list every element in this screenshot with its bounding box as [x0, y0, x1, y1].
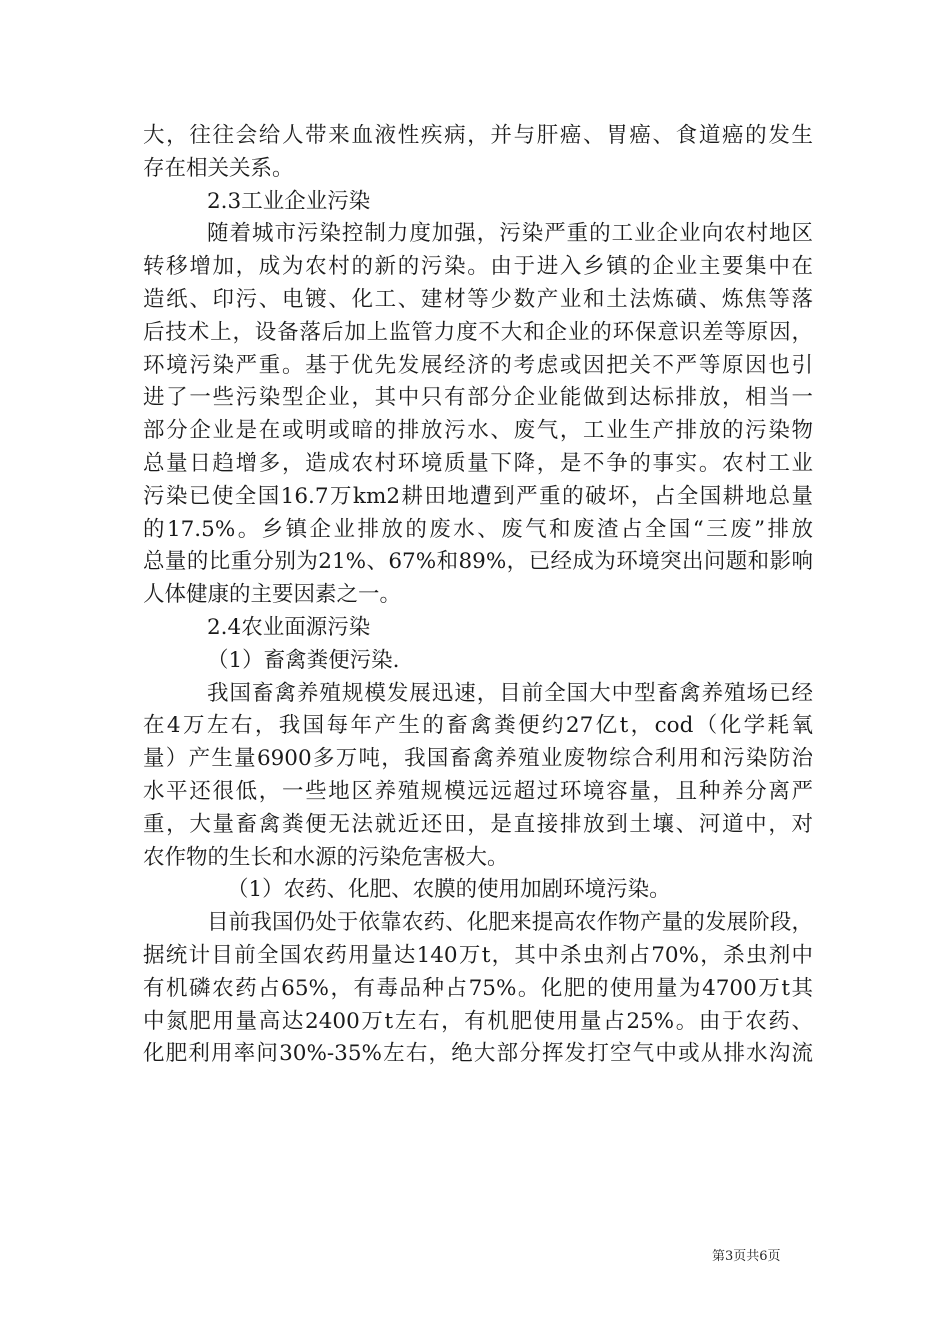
text-line: 中氮肥用量高达2400万t左右，有机肥使用量占25%。由于农药、: [143, 1008, 813, 1034]
text-line: 重，大量畜禽粪便无法就近还田，是直接排放到土壤、河道中，对: [143, 811, 813, 837]
text-line: 环境污染严重。基于优先发展经济的考虑或因把关不严等原因也引: [143, 352, 813, 378]
text-line: 部分企业是在或明或暗的排放污水、废气，工业生产排放的污染物: [143, 418, 813, 444]
text-line: 化肥利用率问30%-35%左右，绝大部分挥发打空气中或从排水沟流: [143, 1041, 813, 1067]
text-line: 的17.5%。乡镇企业排放的废水、废气和废渣占全国“三废”排放: [143, 516, 813, 542]
text-line: 总量日趋增多，造成农村环境质量下降，是不争的事实。农村工业: [143, 450, 813, 476]
page-number: 第3页共6页: [712, 1249, 781, 1264]
text-line: 大，往往会给人带来血液性疾病，并与肝癌、胃癌、食道癌的发生: [143, 123, 813, 148]
text-line: 存在相关关系。: [143, 155, 294, 181]
text-line: 转移增加，成为农村的新的污染。由于进入乡镇的企业主要集中在: [143, 254, 813, 280]
text-line: 在4万左右，我国每年产生的畜禽粪便约27亿t，cod（化学耗氧: [143, 713, 813, 739]
text-line: 我国畜禽养殖规模发展迅速，目前全国大中型畜禽养殖场已经: [207, 680, 813, 706]
text-line: 目前我国仍处于依靠农药、化肥来提高农作物产量的发展阶段，: [207, 910, 813, 936]
text-line: 2.4农业面源污染: [207, 614, 371, 640]
text-line: （1）畜禽粪便污染.: [207, 647, 400, 673]
text-line: 农作物的生长和水源的污染危害极大。: [143, 844, 509, 870]
text-line: 进了一些污染型企业，其中只有部分企业能做到达标排放，相当一: [143, 385, 813, 411]
text-line: 造纸、印污、电镀、化工、建材等少数产业和土法炼磺、炼焦等落: [143, 286, 813, 312]
text-line: （1）农药、化肥、农膜的使用加剧环境污染。: [227, 877, 671, 903]
text-line: 据统计目前全国农药用量达140万t，其中杀虫剂占70%，杀虫剂中: [143, 942, 813, 968]
text-line: 随着城市污染控制力度加强，污染严重的工业企业向农村地区: [207, 221, 813, 247]
text-line: 水平还很低，一些地区养殖规模远远超过环境容量，且种养分离严: [143, 778, 813, 804]
text-line: 2.3工业企业污染: [207, 188, 371, 214]
text-line: 后技术上，设备落后加上监管力度不大和企业的环保意识差等原因，: [143, 319, 813, 345]
text-line: 人体健康的主要因素之一。: [143, 582, 402, 608]
document-body: [143, 120, 813, 1071]
text-line: 污染已使全国16.7万km2耕田地遭到严重的破坏，占全国耕地总量: [143, 483, 813, 509]
text-line: 总量的比重分别为21%、67%和89%，已经成为环境突出问题和影响: [143, 549, 813, 575]
text-line: 量）产生量6900多万吨，我国畜禽养殖业废物综合利用和污染防治: [143, 746, 813, 772]
text-line: 有机磷农药占65%，有毒品种占75%。化肥的使用量为4700万t其: [143, 975, 813, 1001]
